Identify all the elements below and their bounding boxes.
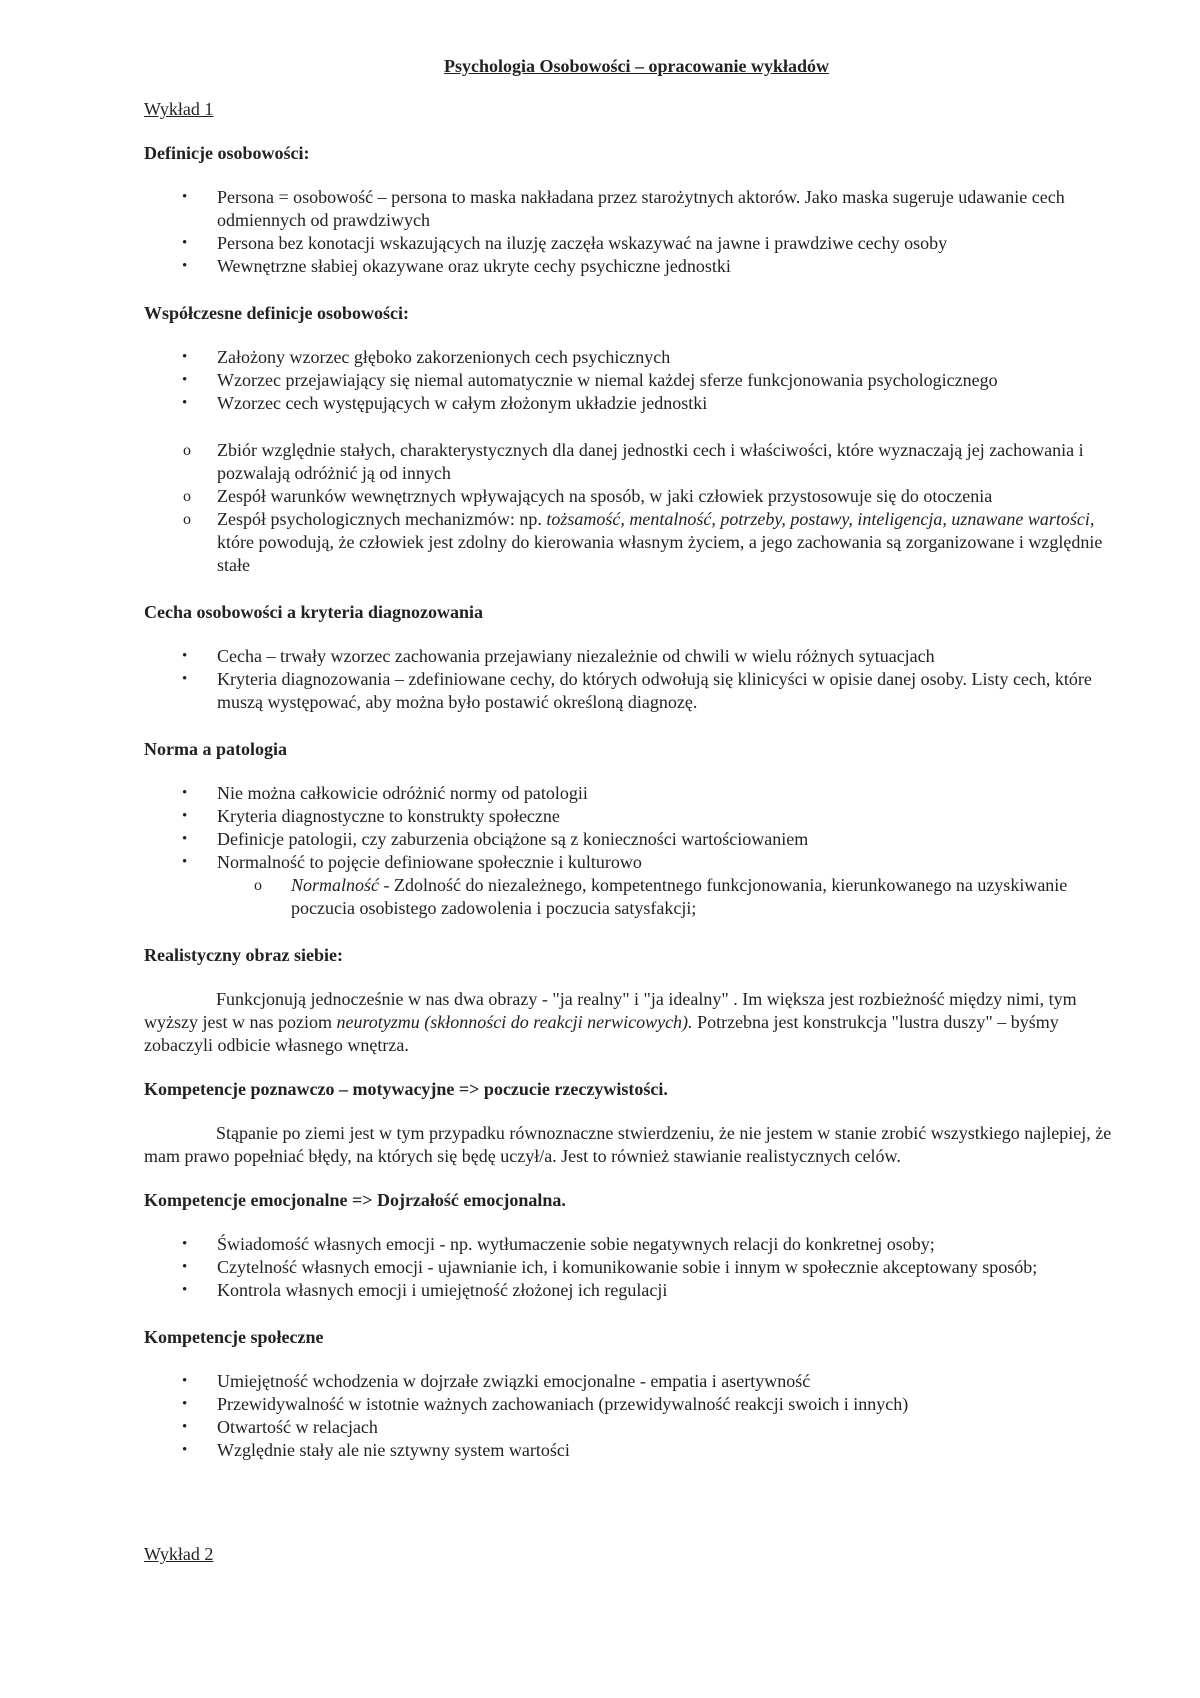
page-spacer — [144, 1486, 1129, 1543]
section-heading-norm: Norma a patologia — [144, 739, 287, 759]
modern-definitions-list — [144, 346, 1129, 415]
list-item: • Persona bez konotacji wskazujących na iluzję zaczęła wskazywać na jawne i prawdziwe cechy osoby — [182, 233, 948, 253]
list-item: o Zespół psychologicznych mechanizmów: np. tożsamość, mentalność, potrzeby, postawy, inteligencja, uznawane wartości, które powodują, że człowiek jest zdolny do kierowania własnym życiem, a jego zachowania są zorganizowane i względnie stałe — [183, 509, 1103, 575]
bullet-icon: • — [182, 1259, 188, 1275]
bullet-icon: • — [182, 671, 188, 687]
bullet-icon: • — [182, 648, 188, 664]
section-heading-social: Kompetencje społeczne — [144, 1327, 324, 1347]
list-item: • Cecha – trwały wzorzec zachowania przejawiany niezależnie od chwili w wielu różnych sytuacjach — [182, 646, 935, 666]
modern-definitions-circle-list — [144, 439, 1129, 577]
section-heading-cognitive: Kompetencje poznawczo – motywacyjne => poczucie rzeczywistości. — [144, 1079, 668, 1099]
bullet-icon: • — [182, 831, 188, 847]
list-item: • Kryteria diagnostyczne to konstrukty społeczne — [182, 806, 560, 826]
list-item: • Umiejętność wchodzenia w dojrzałe związki emocjonalne - empatia i asertywność — [182, 1371, 811, 1391]
social-list — [144, 1370, 1129, 1462]
list-item: • Wewnętrzne słabiej okazywane oraz ukryte cechy psychiczne jednostki — [182, 256, 731, 276]
list-item: o Zespół warunków wewnętrznych wpływających na sposób, w jaki człowiek przystosowuje się do otoczenia — [183, 486, 993, 506]
lecture-1-heading: Wykład 1 — [144, 99, 214, 119]
list-item: • Przewidywalność w istotnie ważnych zachowaniach (przewidywalność reakcji swoich i innych) — [182, 1394, 909, 1414]
lecture-2-heading: Wykład 2 — [144, 1544, 214, 1564]
cognitive-paragraph: Stąpanie po ziemi jest w tym przypadku równoznaczne stwierdzeniu, że nie jestem w stanie zrobić wszystkiego najlepiej, że mam prawo popełniać błędy, na których się będę uczył/a. Jest to również stawianie realistycznych celów. — [144, 1123, 1112, 1166]
bullet-icon: • — [182, 1236, 188, 1252]
list-item: • Wzorzec cech występujących w całym złożonym układzie jednostki — [182, 393, 708, 413]
section-heading-trait: Cecha osobowości a kryteria diagnozowania — [144, 602, 483, 622]
circle-bullet-icon: o — [183, 442, 191, 459]
list-item: • Względnie stały ale nie sztywny system wartości — [182, 1440, 570, 1460]
definitions-list — [144, 186, 1129, 278]
document-content — [144, 55, 1129, 1587]
list-item: o Zbiór względnie stałych, charakterystycznych dla danej jednostki cech i właściwości, które wyznaczają jej zachowania i pozwalają odróżnić ją od innych — [183, 440, 1084, 483]
bullet-icon: • — [182, 785, 188, 801]
bullet-icon: • — [182, 808, 188, 824]
section-heading-definitions: Definicje osobowości: — [144, 143, 310, 163]
bullet-icon: • — [182, 854, 188, 870]
list-item: • Otwartość w relacjach — [182, 1417, 378, 1437]
bullet-icon: • — [182, 395, 188, 411]
norm-list — [144, 782, 1129, 920]
circle-bullet-icon: o — [254, 877, 262, 894]
bullet-icon: • — [182, 1442, 188, 1458]
circle-bullet-icon: o — [183, 488, 191, 505]
bullet-icon: • — [182, 258, 188, 274]
section-heading-modern-definitions: Współczesne definicje osobowości: — [144, 303, 409, 323]
section-heading-realistic: Realistyczny obraz siebie: — [144, 945, 343, 965]
bullet-icon: • — [182, 1373, 188, 1389]
circle-bullet-icon: o — [183, 511, 191, 528]
list-item: • Kryteria diagnozowania – zdefiniowane cechy, do których odwołują się klinicyści w opisie danej osoby. Listy cech, które muszą występować, aby można było postawić określoną diagnozę. — [182, 669, 1092, 712]
trait-list — [144, 645, 1129, 714]
list-item: • Normalność to pojęcie definiowane społecznie i kulturowo o Normalność - Zdolność do niezależnego, kompetentnego funkcjonowania, kierunkowanego na uzyskiwanie poczucia osobistego zadowolenia i poczucia satysfakcji; — [144, 851, 1129, 920]
section-heading-emotional: Kompetencje emocjonalne => Dojrzałość emocjonalna. — [144, 1190, 566, 1210]
list-item: • Świadomość własnych emocji - np. wytłumaczenie sobie negatywnych relacji do konkretnej osoby; — [182, 1234, 935, 1254]
emotional-list — [144, 1233, 1129, 1302]
list-item: • Czytelność własnych emocji - ujawnianie ich, i komunikowanie sobie i innym w społecznie akceptowany sposób; — [182, 1257, 1038, 1277]
bullet-icon: • — [182, 235, 188, 251]
norm-sublist — [217, 874, 1129, 920]
document-title: Psychologia Osobowości – opracowanie wykładów — [443, 56, 830, 76]
bullet-icon: • — [182, 349, 188, 365]
bullet-icon: • — [182, 372, 188, 388]
bullet-icon: • — [182, 189, 188, 205]
realistic-paragraph: Funkcjonują jednocześnie w nas dwa obrazy - "ja realny" i "ja idealny" . Im większa jest rozbieżność między nimi, tym wyższy jest w nas poziom neurotyzmu (skłonności do reakcji nerwicowych). Potrzebna jest konstrukcja "lustra duszy" – byśmy zobaczyli odbicie własnego wnętrza. — [144, 989, 1077, 1055]
list-item: • Definicje patologii, czy zaburzenia obciążone są z konieczności wartościowaniem — [182, 829, 809, 849]
list-item: • Nie można całkowicie odróżnić normy od patologii — [182, 783, 588, 803]
list-item: o Normalność - Zdolność do niezależnego, kompetentnego funkcjonowania, kierunkowanego na uzyskiwanie poczucia osobistego zadowolenia i poczucia satysfakcji; — [254, 875, 1068, 918]
bullet-icon: • — [182, 1282, 188, 1298]
list-item: • Kontrola własnych emocji i umiejętność złożonej ich regulacji — [182, 1280, 668, 1300]
bullet-icon: • — [182, 1396, 188, 1412]
list-item: • Persona = osobowość – persona to maska nakładana przez starożytnych aktorów. Jako maska sugeruje udawanie cech odmiennych od prawdziwych — [182, 187, 1065, 230]
bullet-icon: • — [182, 1419, 188, 1435]
list-item: • Założony wzorzec głęboko zakorzenionych cech psychicznych — [182, 347, 671, 367]
list-item: • Wzorzec przejawiający się niemal automatycznie w niemal każdej sferze funkcjonowania psychologicznego — [182, 370, 998, 390]
